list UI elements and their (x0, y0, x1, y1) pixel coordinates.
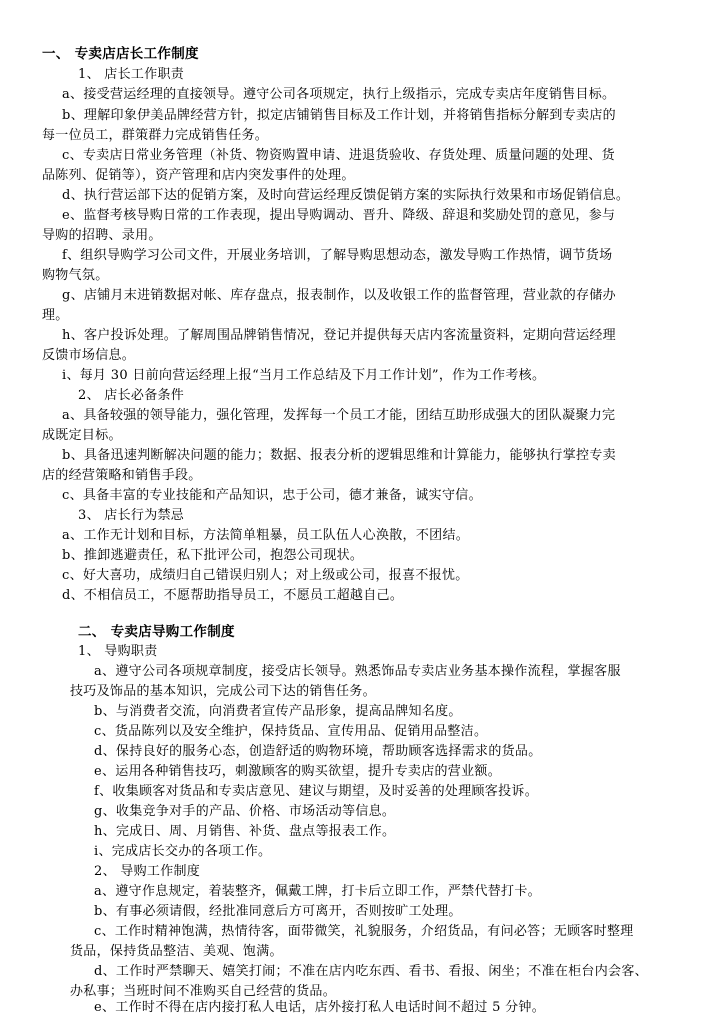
paragraph-line: 购物气氛。 (42, 268, 109, 283)
paragraph-line: a、工作无计划和目标，方法简单粗暴，员工队伍人心涣散，不团结。 (62, 528, 470, 543)
paragraph-line: 反馈市场信息。 (42, 348, 136, 363)
section-2-title: 二、 专卖店导购工作制度 (78, 624, 235, 640)
paragraph-line: 成既定目标。 (42, 428, 122, 443)
paragraph-line: h、客户投诉处理。了解周围品牌销售情况，登记并提供每天店内客流量资料，定期向营运经理 (62, 328, 616, 343)
paragraph-line: b、有事必须请假，经批准同意后方可离开，否则按旷工处理。 (94, 904, 462, 919)
paragraph-line: e、运用各种销售技巧，刺激顾客的购买欲望，提升专卖店的营业额。 (94, 764, 501, 779)
paragraph-line: 品陈列、促销等），资产管理和店内突发事件的处理。 (42, 168, 355, 183)
paragraph-line: 每一位员工，群策群力完成销售任务。 (42, 128, 269, 143)
subheading-guide-duties: 1、 导购职责 (78, 644, 158, 659)
subheading-manager-requirements: 2、 店长必备条件 (78, 388, 185, 403)
paragraph-line: d、执行营运部下达的促销方案，及时向营运经理反馈促销方案的实际执行效果和市场促销信息。 (62, 188, 630, 203)
paragraph-line: i、每月 30 日前向营运经理上报“当月工作总结及下月工作计划”，作为工作考核。 (62, 368, 546, 383)
paragraph-line: e、工作时不得在店内接打私人电话，店外接打私人电话时间不超过 5 分钟。 (94, 1000, 546, 1015)
subheading-manager-duties: 1、 店长工作职责 (78, 67, 185, 82)
paragraph-line: c、好大喜功，成绩归自己错误归别人；对上级或公司，报喜不报忧。 (62, 568, 469, 583)
paragraph-line: 办私事；当班时间不准购买自己经营的货品。 (70, 984, 337, 999)
paragraph-line: 理。 (42, 308, 69, 323)
paragraph-line: f、收集顾客对货品和专卖店意见、建议与期望，及时妥善的处理顾客投诉。 (94, 784, 539, 799)
paragraph-line: f、组织导购学习公司文件，开展业务培训，了解导购思想动态，激发导购工作热情，调节货场 (62, 248, 613, 263)
paragraph-line: b、推卸逃避责任，私下批评公司，抱怨公司现状。 (62, 548, 364, 563)
paragraph-line: d、工作时严禁聊天、嬉笑打闹；不准在店内吃东西、看书、看报、闲坐；不准在柜台内会客、 (94, 964, 648, 979)
paragraph-line: b、理解印象伊美品牌经营方针，拟定店铺销售目标及工作计划，并将销售指标分解到专卖店的 (62, 108, 616, 123)
section-1-title: 一、 专卖店店长工作制度 (42, 46, 199, 62)
paragraph-line: 导购的招聘、录用。 (42, 228, 162, 243)
paragraph-line: a、接受营运经理的直接领导。遵守公司各项规定，执行上级指示，完成专卖店年度销售目标。 (62, 87, 616, 102)
paragraph-line: c、专卖店日常业务管理（补货、物资购置申请、进退货验收、存货处理、质量问题的处理、货 (62, 148, 615, 163)
paragraph-line: c、具备丰富的专业技能和产品知识，忠于公司，德才兼备，诚实守信。 (62, 488, 482, 503)
paragraph-line: d、不相信员工，不愿帮助指导员工，不愿员工超越自己。 (62, 588, 404, 603)
paragraph-line: g、收集竞争对手的产品、价格、市场活动等信息。 (94, 804, 396, 819)
subheading-manager-taboos: 3、 店长行为禁忌 (78, 508, 185, 523)
paragraph-line: g、店铺月末进销数据对帐、库存盘点，报表制作，以及收银工作的监督管理，营业款的存储办 (62, 288, 616, 303)
paragraph-line: a、遵守公司各项规章制度，接受店长领导。熟悉饰品专卖店业务基本操作流程，掌握客服 (94, 664, 621, 679)
paragraph-line: a、具备较强的领导能力，强化管理，发挥每一个员工才能，团结互助形成强大的团队凝聚力完 (62, 408, 616, 423)
paragraph-line: d、保持良好的服务心态，创造舒适的购物环境，帮助顾客选择需求的货品。 (94, 744, 542, 759)
paragraph-line: c、货品陈列以及安全维护，保持货品、宣传用品、促销用品整洁。 (94, 724, 488, 739)
paragraph-line: 货品，保持货品整洁、美观、饱满。 (70, 944, 283, 959)
paragraph-line: 店的经营策略和销售手段。 (42, 468, 202, 483)
paragraph-line: b、与消费者交流，向消费者宣传产品形象，提高品牌知名度。 (94, 704, 462, 719)
paragraph-line: e、监督考核导购日常的工作表现，提出导购调动、晋升、降级、辞退和奖励处罚的意见，参与 (62, 208, 616, 223)
paragraph-line: c、工作时精神饱满，热情待客，面带微笑，礼貌服务，介绍货品，有问必答；无顾客时整理 (94, 924, 634, 939)
paragraph-line: a、遵守作息规定，着装整齐，佩戴工牌，打卡后立即工作，严禁代替打卡。 (94, 884, 541, 899)
subheading-guide-rules: 2、 导购工作制度 (94, 864, 201, 879)
paragraph-line: h、完成日、周、月销售、补货、盘点等报表工作。 (94, 824, 396, 839)
paragraph-line: b、具备迅速判断解决问题的能力；数据、报表分析的逻辑思维和计算能力，能够执行掌控专卖 (62, 448, 616, 463)
paragraph-line: 技巧及饰品的基本知识，完成公司下达的销售任务。 (70, 684, 376, 699)
paragraph-line: i、完成店长交办的各项工作。 (94, 844, 272, 859)
